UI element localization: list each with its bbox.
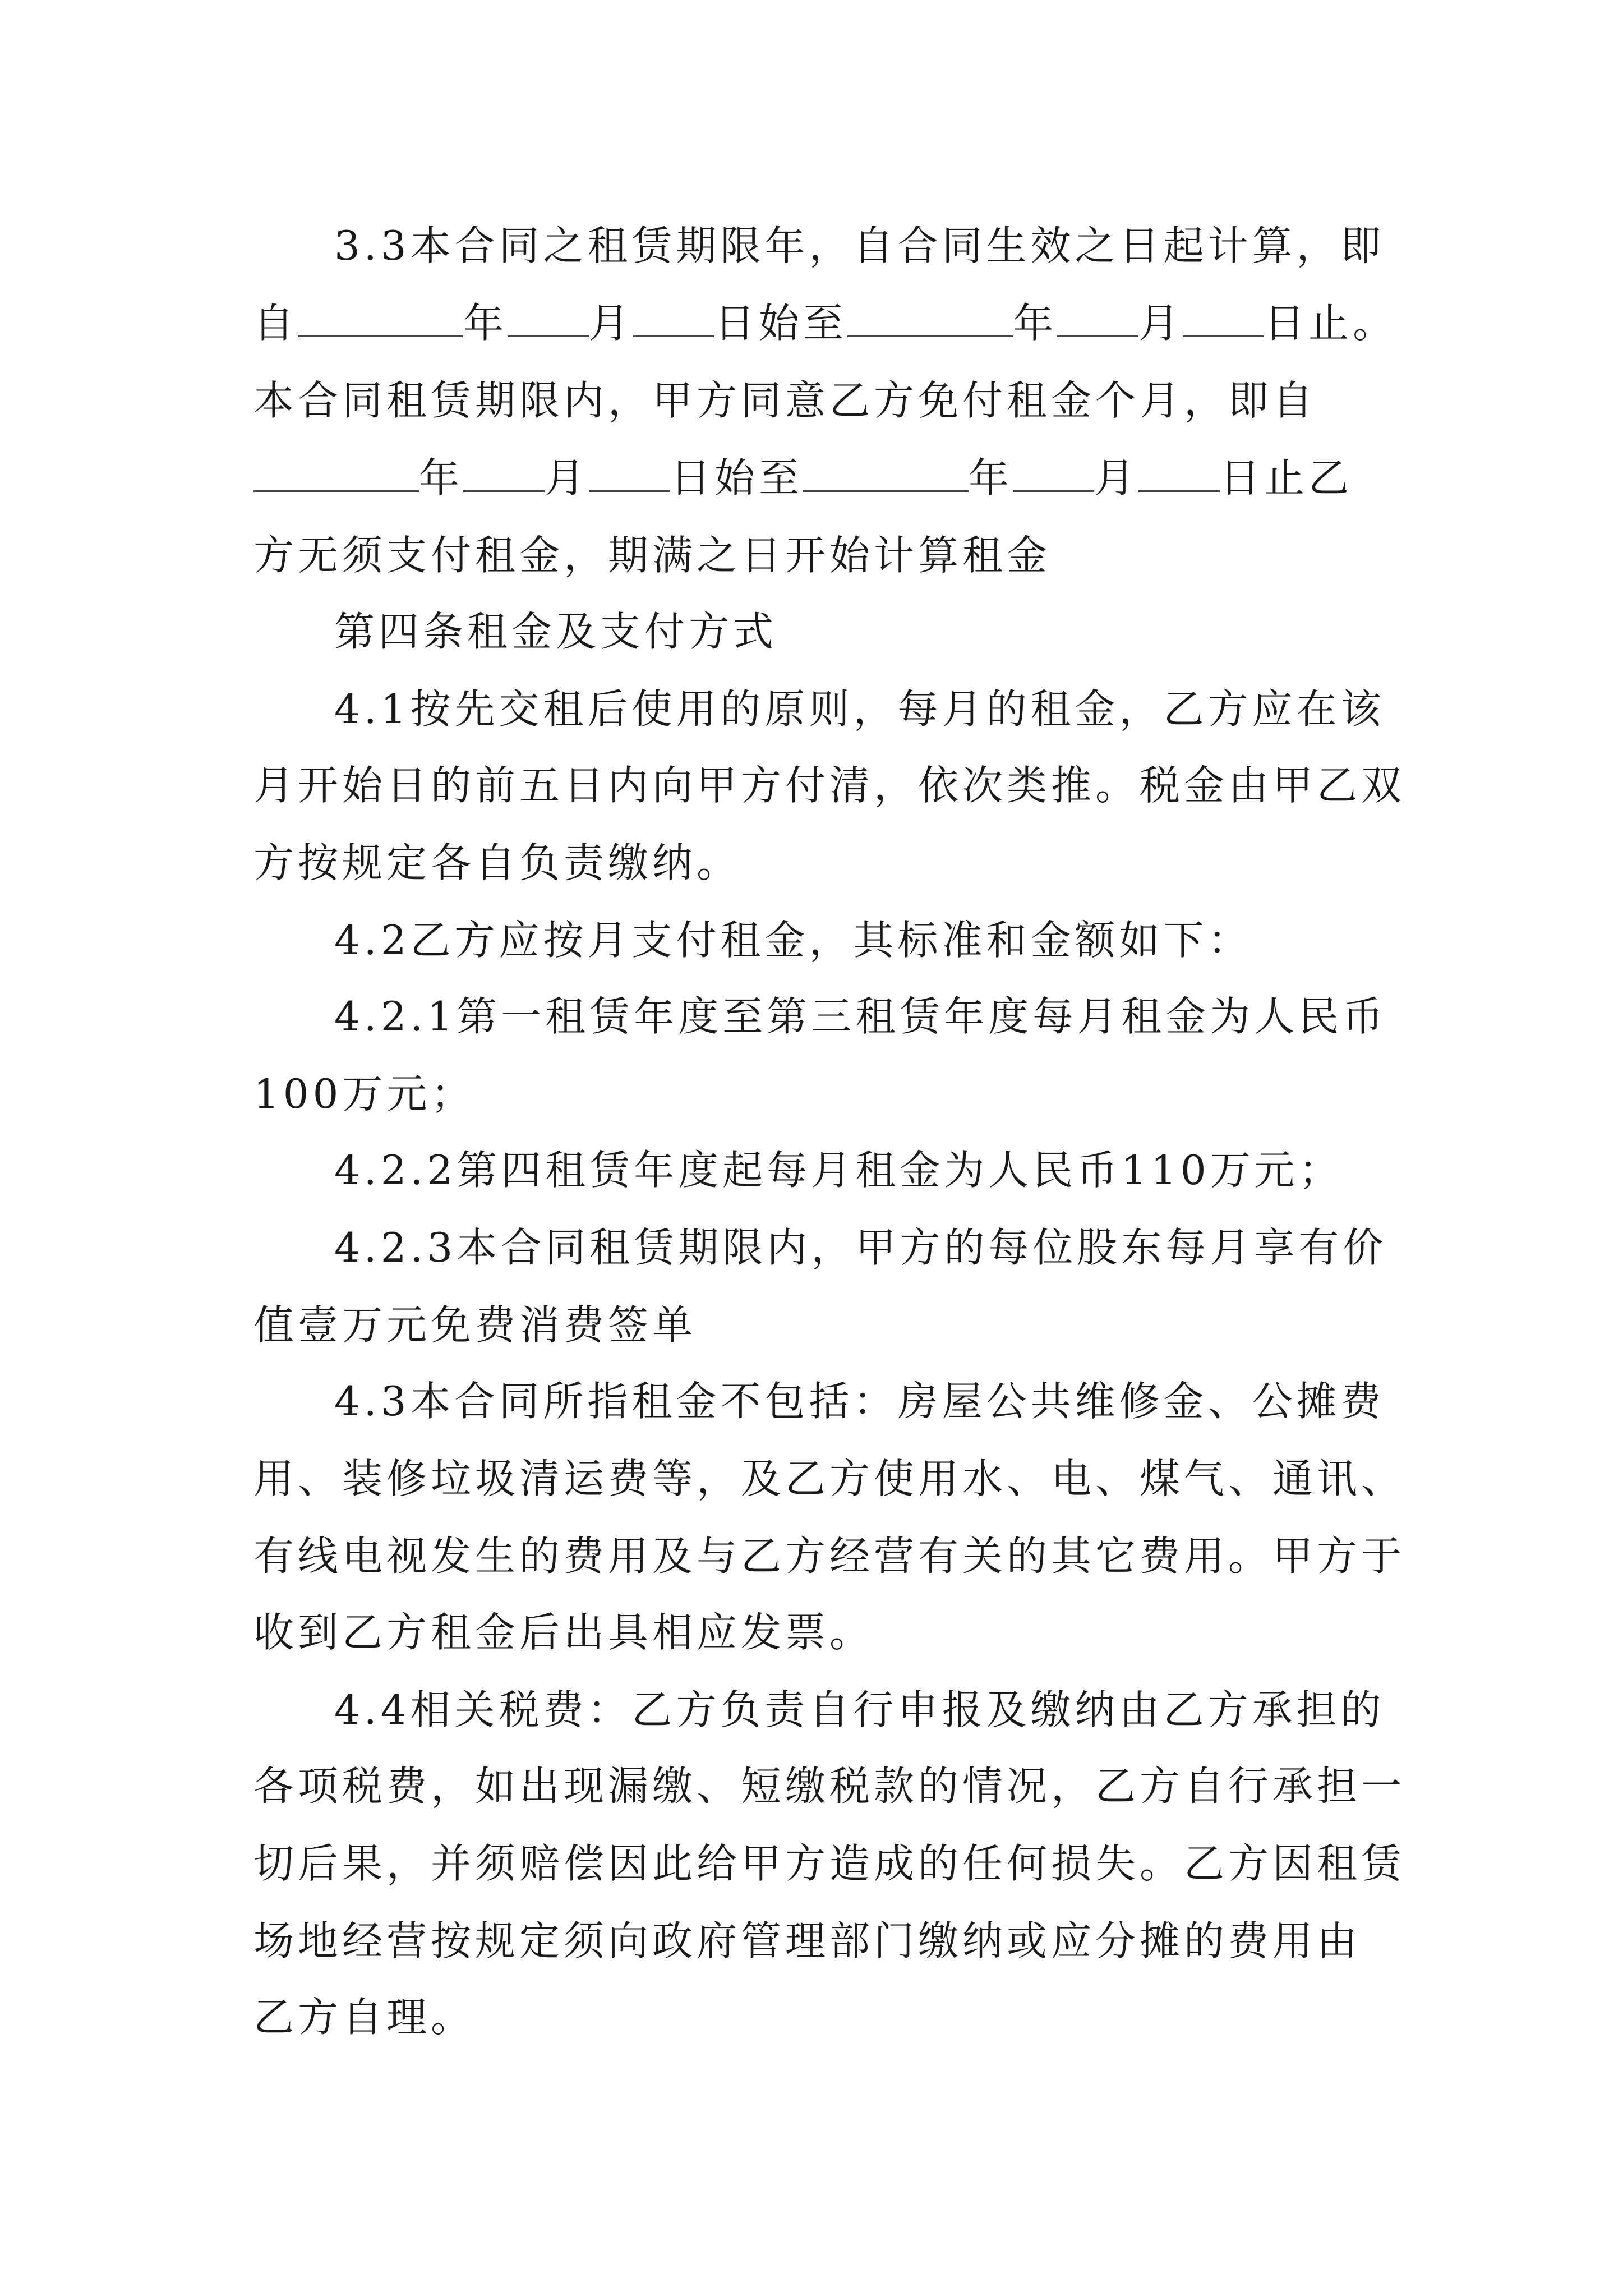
text-line-with-blanks: [253, 451, 1353, 505]
blank-field[interactable]: [463, 455, 545, 492]
text-segment: 月: [1138, 300, 1183, 347]
blank-field[interactable]: [298, 301, 463, 337]
text-segment: 年: [1013, 300, 1058, 347]
text-segment: 日始至: [670, 454, 804, 501]
text-segment: 日始至: [714, 300, 848, 347]
text-line: 方无须支付租金，期满之日开始计算租金: [253, 532, 1052, 579]
text-line: 本合同租赁期限内，甲方同意乙方免付租金个月，即自: [253, 377, 1317, 424]
text-segment: 月: [589, 300, 634, 347]
blank-field[interactable]: [508, 301, 589, 337]
blank-field[interactable]: [633, 301, 714, 337]
text-line: 100万元；: [253, 1070, 476, 1117]
text-line: 方按规定各自负责缴纳。: [253, 839, 741, 886]
text-line: 4.3本合同所指租金不包括：房屋公共维修金、公摊费: [334, 1378, 1385, 1425]
text-line: 各项税费，如出现漏缴、短缴税款的情况，乙方自行承担一: [253, 1763, 1406, 1810]
blank-field[interactable]: [1183, 301, 1264, 337]
text-line: 4.2乙方应按月支付租金，其标准和金额如下：: [334, 917, 1252, 964]
text-line: 切后果，并须赔偿因此给甲方造成的任何损失。乙方因租赁: [253, 1840, 1406, 1887]
blank-field[interactable]: [803, 455, 969, 492]
text-segment: 自: [253, 300, 298, 347]
text-line: 场地经营按规定须向政府管理部门缴纳或应分摊的费用由: [253, 1917, 1362, 1964]
text-line: 4.2.2第四租赁年度起每月租金为人民币110万元；: [334, 1147, 1343, 1194]
text-segment: 年: [463, 300, 508, 347]
text-line: 值壹万元免费消费签单: [253, 1301, 697, 1349]
text-line-with-blanks: [253, 296, 1397, 350]
text-line: 用、装修垃圾清运费等，及乙方使用水、电、煤气、通讯、: [253, 1455, 1406, 1502]
blank-field[interactable]: [1013, 455, 1094, 492]
text-segment: 年: [419, 454, 464, 501]
text-line: 4.1按先交租后使用的原则，每月的租金，乙方应在该: [334, 685, 1385, 733]
text-segment: 月: [1094, 454, 1139, 501]
blank-field[interactable]: [847, 301, 1013, 337]
text-line: 4.4相关税费：乙方负责自行申报及缴纳由乙方承担的: [334, 1686, 1385, 1733]
blank-field[interactable]: [253, 455, 419, 492]
text-line: 乙方自理。: [253, 1994, 476, 2041]
text-line: 有线电视发生的费用及与乙方经营有关的其它费用。甲方于: [253, 1533, 1406, 1580]
text-line: 4.2.1第一租赁年度至第三租赁年度每月租金为人民币: [334, 993, 1387, 1040]
blank-field[interactable]: [1138, 455, 1220, 492]
blank-field[interactable]: [589, 455, 670, 492]
blank-field[interactable]: [1057, 301, 1138, 337]
text-line: 月开始日的前五日内向甲方付清，依次类推。税金由甲乙双: [253, 762, 1406, 809]
text-line: 4.2.3本合同租赁期限内，甲方的每位股东每月享有价: [334, 1224, 1387, 1271]
text-segment: 年: [969, 454, 1013, 501]
text-line: 收到乙方租金后出具相应发票。: [253, 1609, 874, 1656]
document-page: [253, 0, 1406, 2296]
text-segment: 日止。: [1264, 300, 1398, 347]
text-line: 3.3本合同之租赁期限年，自合同生效之日起计算，即: [334, 222, 1385, 269]
text-segment: 日止乙: [1220, 454, 1353, 501]
section-heading: 第四条租金及支付方式: [334, 608, 778, 655]
text-segment: 月: [545, 454, 589, 501]
